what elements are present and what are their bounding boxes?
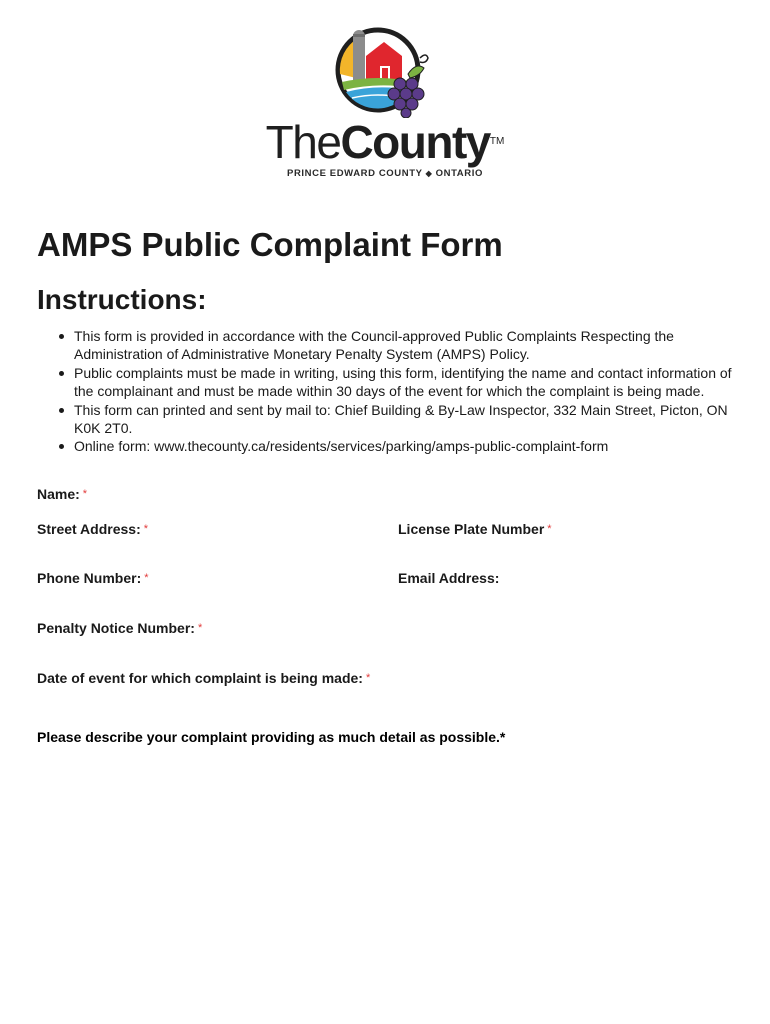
wordmark-the: The bbox=[265, 116, 341, 168]
instruction-item: This form is provided in accordance with the Council-approved Public Complaints Respecting the Administration of Administrative Monetary Penalty System (AMPS) Policy. bbox=[37, 327, 737, 364]
license-plate-field-label[interactable] bbox=[398, 521, 552, 537]
wordmark-county: County bbox=[340, 116, 490, 168]
event-date-label-text: Date of event for which complaint is being made: bbox=[37, 670, 363, 686]
required-marker: * bbox=[365, 672, 371, 684]
required-marker: * bbox=[197, 622, 203, 634]
street-address-label-text: Street Address: bbox=[37, 521, 141, 537]
email-label-text: Email Address: bbox=[398, 570, 500, 586]
penalty-notice-field-label[interactable] bbox=[37, 620, 202, 636]
tagline-province: ONTARIO bbox=[435, 168, 483, 179]
required-marker: * bbox=[82, 488, 88, 500]
required-marker: * bbox=[143, 523, 149, 535]
instruction-item: Online form: www.thecounty.ca/residents/services/parking/amps-public-complaint-form bbox=[37, 437, 737, 455]
tagline-county: PRINCE EDWARD COUNTY bbox=[287, 168, 423, 179]
name-field-label[interactable] bbox=[37, 486, 87, 502]
county-logo bbox=[0, 22, 770, 179]
county-wordmark bbox=[0, 118, 770, 166]
county-tagline bbox=[0, 168, 770, 179]
name-label-text: Name: bbox=[37, 486, 80, 502]
license-plate-label-text: License Plate Number bbox=[398, 521, 545, 537]
event-date-field-label[interactable] bbox=[37, 670, 370, 686]
instructions-list bbox=[37, 327, 737, 456]
trademark-symbol: TM bbox=[489, 136, 505, 147]
penalty-notice-label-text: Penalty Notice Number: bbox=[37, 620, 195, 636]
form-title: AMPS Public Complaint Form bbox=[37, 226, 503, 263]
instruction-item: Public complaints must be made in writing, using this form, identifying the name and contact information of the complainant and must be made within 30 days of the event for which the complaint is being made. bbox=[37, 364, 737, 401]
instruction-item: This form can printed and sent by mail to: Chief Building & By-Law Inspector, 332 Main Street, Picton, ON K0K 2T0. bbox=[37, 401, 737, 438]
phone-label-text: Phone Number: bbox=[37, 570, 142, 586]
required-marker: * bbox=[547, 523, 552, 535]
phone-field-label[interactable] bbox=[37, 570, 149, 586]
street-address-field-label[interactable] bbox=[37, 521, 148, 537]
instructions-heading: Instructions: bbox=[37, 284, 207, 315]
county-emblem-icon bbox=[330, 22, 440, 118]
email-field-label[interactable] bbox=[398, 570, 499, 586]
required-marker: * bbox=[144, 572, 149, 584]
diamond-icon: ◆ bbox=[425, 169, 433, 178]
complaint-description-prompt[interactable]: Please describe your complaint providing as much detail as possible.* bbox=[37, 729, 506, 745]
